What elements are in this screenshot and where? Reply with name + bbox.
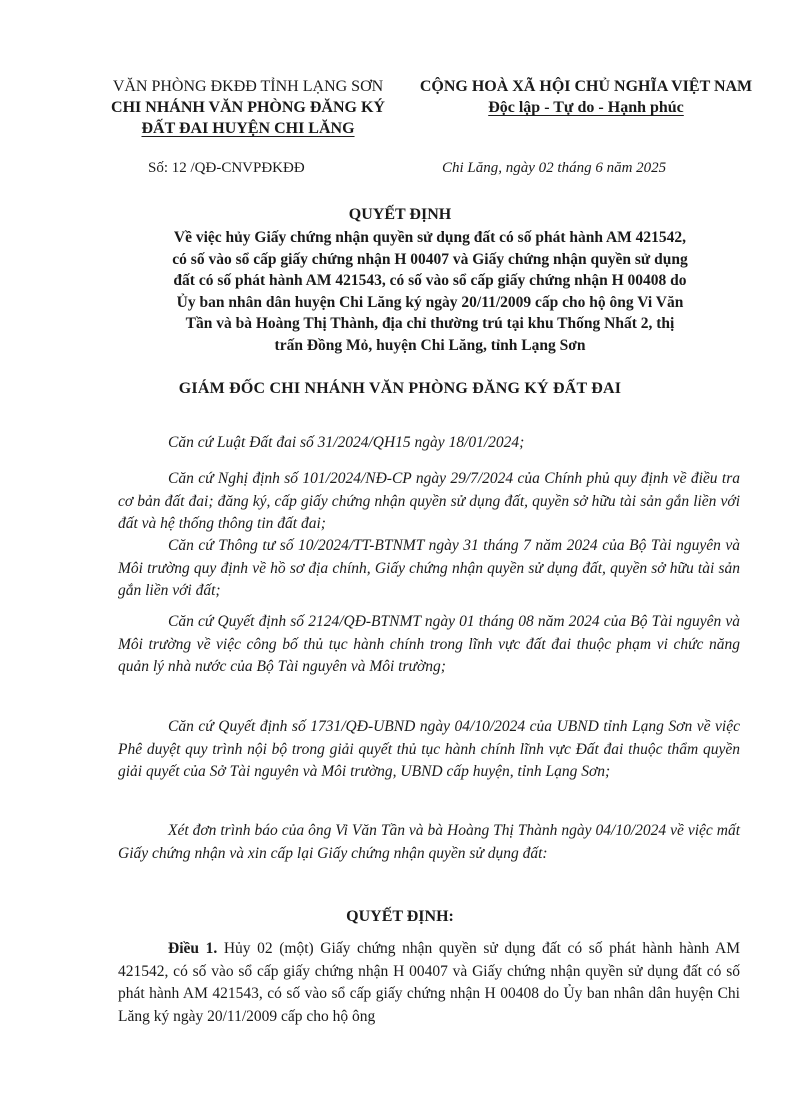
agency-line-1: VĂN PHÒNG ĐKĐĐ TỈNH LẠNG SƠN (112, 78, 384, 95)
subject-line: Về việc hủy Giấy chứng nhận quyền sử dụng đất có số phát hành AM 421542, (173, 229, 687, 246)
legal-basis-4: Căn cứ Quyết định số 2124/QĐ-BTNMT ngày 01 tháng 08 năm 2024 của Bộ Tài nguyên và Môi trường về việc công bố thủ tục hành chính trong lĩnh vực đất đai thuộc phạm vi chức năng quản lý nhà nước của Bộ Tài nguyên và Môi trường; (118, 613, 740, 675)
decision-heading: QUYẾT ĐỊNH: (346, 908, 454, 925)
legal-basis-6: Xét đơn trình báo của ông Vi Văn Tần và bà Hoàng Thị Thành ngày 04/10/2024 về việc mất Giấy chứng nhận và xin cấp lại Giấy chứng nhận quyền sử dụng đất: (118, 822, 740, 862)
document-subject (120, 227, 740, 356)
subject-line: trấn Đồng Mỏ, huyện Chi Lăng, tỉnh Lạng Sơn (274, 336, 586, 354)
subject-line: Tần và bà Hoàng Thị Thành, địa chỉ thường trú tại khu Thống Nhất 2, thị (185, 315, 675, 332)
article-1 (118, 938, 740, 1028)
legal-basis-2: Căn cứ Nghị định số 101/2024/NĐ-CP ngày 29/7/2024 của Chính phủ quy định về điều tra cơ bản đất đai; đăng ký, cấp giấy chứng nhận quyền sử dụng đất, quyền sở hữu tài sản gắn liền với đất và hệ thống thông tin đất đai; (118, 470, 740, 532)
document-title: QUYẾT ĐỊNH (348, 206, 452, 223)
document-number: Số: 12 /QĐ-CNVPĐKĐĐ (148, 160, 305, 176)
issuing-agency (88, 76, 408, 139)
legal-basis-1: Căn cứ Luật Đất đai số 31/2024/QH15 ngày 18/01/2024; (168, 434, 525, 451)
legal-basis-5: Căn cứ Quyết định số 1731/QĐ-UBND ngày 04/10/2024 của UBND tỉnh Lạng Sơn về việc Phê duyệt quy trình nội bộ trong giải quyết thủ tục hành chính lĩnh vực Đất đai thuộc thẩm quyền giải quyết của Sở Tài nguyên và Môi trường, UBND cấp huyện, tỉnh Lạng Sơn; (118, 718, 740, 780)
motto: Độc lập - Tự do - Hạnh phúc (488, 99, 684, 116)
subject-line: đất có số phát hành AM 421543, có số vào sổ cấp giấy chứng nhận H 00408 do (173, 272, 687, 289)
subject-line: Ủy ban nhân dân huyện Chi Lăng ký ngày 20/11/2009 cấp cho hộ ông Vi Văn (176, 293, 684, 311)
nation-name: CỘNG HOÀ XÃ HỘI CHỦ NGHĨA VIỆT NAM (419, 78, 753, 95)
agency-line-3: ĐẤT ĐAI HUYỆN CHI LĂNG (141, 120, 355, 137)
place-date: Chi Lăng, ngày 02 tháng 6 năm 2025 (442, 160, 667, 176)
national-motto (400, 76, 772, 118)
subject-line: có số vào sổ cấp giấy chứng nhận H 00407 và Giấy chứng nhận quyền sử dụng (172, 250, 688, 268)
authority-heading: GIÁM ĐỐC CHI NHÁNH VĂN PHÒNG ĐĂNG KÝ ĐẤT ĐAI (178, 380, 622, 397)
article-1-label: Điều 1. (168, 940, 218, 957)
legal-basis-3: Căn cứ Thông tư số 10/2024/TT-BTNMT ngày 31 tháng 7 năm 2024 của Bộ Tài nguyên và Môi trường quy định về hồ sơ địa chính, Giấy chứng nhận quyền sử dụng đất, quyền sở hữu tài sản gắn liền với đất; (118, 537, 740, 599)
agency-line-2: CHI NHÁNH VĂN PHÒNG ĐĂNG KÝ (111, 99, 385, 116)
article-1-text: Hủy 02 (một) Giấy chứng nhận quyền sử dụng đất có số phát hành hành AM 421542, có số vào sổ cấp giấy chứng nhận H 00407 và Giấy chứng nhận quyền sử dụng đất có số phát hành AM 421543, có số vào sổ cấp giấy chứng nhận H 00408 do Ủy ban nhân dân huyện Chi Lăng ký ngày 20/11/2009 cấp cho hộ ông (118, 940, 740, 1025)
